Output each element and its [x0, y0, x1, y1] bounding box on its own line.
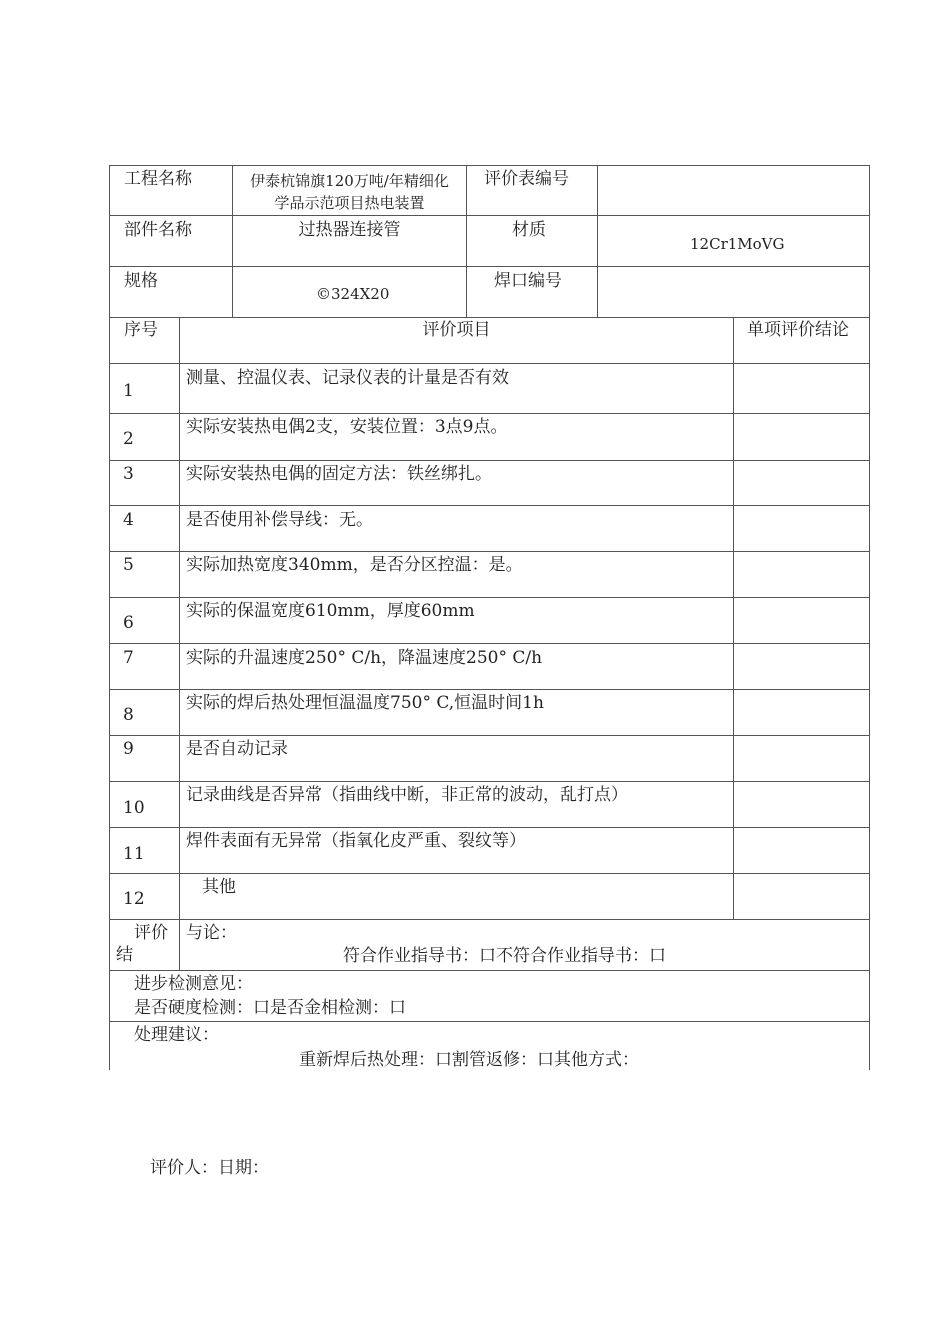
col-divider — [179, 317, 180, 970]
row-divider — [109, 919, 870, 920]
further-testing-label: 进步检测意见： — [134, 974, 253, 994]
suggestion-options: 重新焊后热处理：口割管返修：口其他方式： — [299, 1050, 639, 1070]
conclusion-column-header: 单项评价结论 — [747, 320, 849, 340]
row-divider — [109, 781, 870, 782]
row-7-no: 7 — [123, 648, 134, 668]
part-name-value: 过热器连接管 — [298, 220, 401, 240]
further-testing-options: 是否硬度检测：口是否金相检测：口 — [134, 998, 406, 1018]
row-2-no: 2 — [123, 429, 134, 449]
row-9-no: 9 — [123, 739, 134, 759]
row-divider — [109, 460, 870, 461]
col-divider — [597, 165, 598, 317]
row-6-item: 实际的保温宽度610mm，厚度60mm — [186, 601, 475, 621]
form-number-label: 评价表编号 — [484, 169, 569, 189]
conclusion-label-suffix: 与论： — [186, 923, 237, 943]
spec-value: ©324X20 — [316, 285, 390, 303]
row-divider — [109, 597, 870, 598]
row-3-no: 3 — [123, 464, 134, 484]
row-1-no: 1 — [123, 381, 134, 401]
row-12-no: 12 — [123, 889, 145, 909]
project-name-value — [233, 170, 466, 214]
row-divider — [109, 689, 870, 690]
spec-label: 规格 — [124, 271, 158, 291]
row-8-item: 实际的焊后热处理恒温温度750° C,恒温时间1h — [186, 693, 544, 713]
row-9-item: 是否自动记录 — [186, 739, 288, 759]
material-value: 12Cr1MoVG — [690, 235, 785, 253]
row-11-item: 焊件表面有无异常（指氧化皮严重、裂纹等） — [186, 831, 526, 851]
row-divider — [109, 970, 870, 971]
row-divider — [109, 735, 870, 736]
row-7-item: 实际的升温速度250° C/h，降温速度250° C/h — [186, 648, 543, 668]
table-border-right — [869, 165, 870, 1070]
conclusion-options: 符合作业指导书：口不符合作业指导书：口 — [343, 946, 666, 966]
row-3-item: 实际安装热电偶的固定方法：铁丝绑扎。 — [186, 464, 492, 484]
material-label: 材质 — [512, 220, 546, 240]
weld-number-label: 焊口编号 — [494, 271, 562, 291]
row-divider — [109, 505, 870, 506]
row-divider — [109, 266, 870, 267]
project-name-label: 工程名称 — [124, 169, 192, 189]
row-10-no: 10 — [123, 798, 145, 818]
row-1-item: 测量、控温仪表、记录仪表的计量是否有效 — [186, 368, 509, 388]
part-name-label: 部件名称 — [124, 220, 192, 240]
row-divider — [109, 215, 870, 216]
row-8-no: 8 — [123, 705, 134, 725]
row-4-item: 是否使用补偿导线：无。 — [186, 510, 373, 530]
seq-column-header: 序号 — [124, 320, 158, 340]
row-12-item: 其他 — [202, 877, 236, 897]
row-6-no: 6 — [123, 613, 134, 633]
table-border-top — [109, 165, 870, 166]
item-column-header: 评价项目 — [422, 320, 491, 340]
row-divider — [109, 873, 870, 874]
table-border-left — [109, 165, 110, 1070]
row-divider — [109, 413, 870, 414]
row-2-item: 实际安装热电偶2支，安装位置：3点9点。 — [186, 417, 508, 437]
project-name-line2: 学品示范项目热电装置 — [274, 194, 425, 212]
row-divider — [109, 643, 870, 644]
row-divider — [109, 363, 870, 364]
row-divider — [109, 551, 870, 552]
row-4-no: 4 — [123, 510, 134, 530]
row-divider — [109, 827, 870, 828]
col-divider — [466, 165, 467, 317]
suggestion-label: 处理建议： — [134, 1025, 219, 1045]
row-10-item: 记录曲线是否异常（指曲线中断，非正常的波动，乱打点） — [186, 785, 628, 805]
row-5-item: 实际加热宽度340mm，是否分区控温：是。 — [186, 555, 523, 575]
conclusion-label-line1: 评价 — [134, 923, 168, 943]
col-divider — [733, 317, 734, 919]
evaluator-date-signoff: 评价人：日期： — [150, 1158, 269, 1178]
row-divider — [109, 317, 870, 318]
row-divider — [109, 1021, 870, 1022]
row-11-no: 11 — [123, 844, 145, 864]
row-5-no: 5 — [123, 555, 134, 575]
conclusion-label-line2: 结 — [116, 945, 133, 965]
project-name-line1: 伊泰杭锦旗120万吨/年精细化 — [250, 172, 449, 190]
